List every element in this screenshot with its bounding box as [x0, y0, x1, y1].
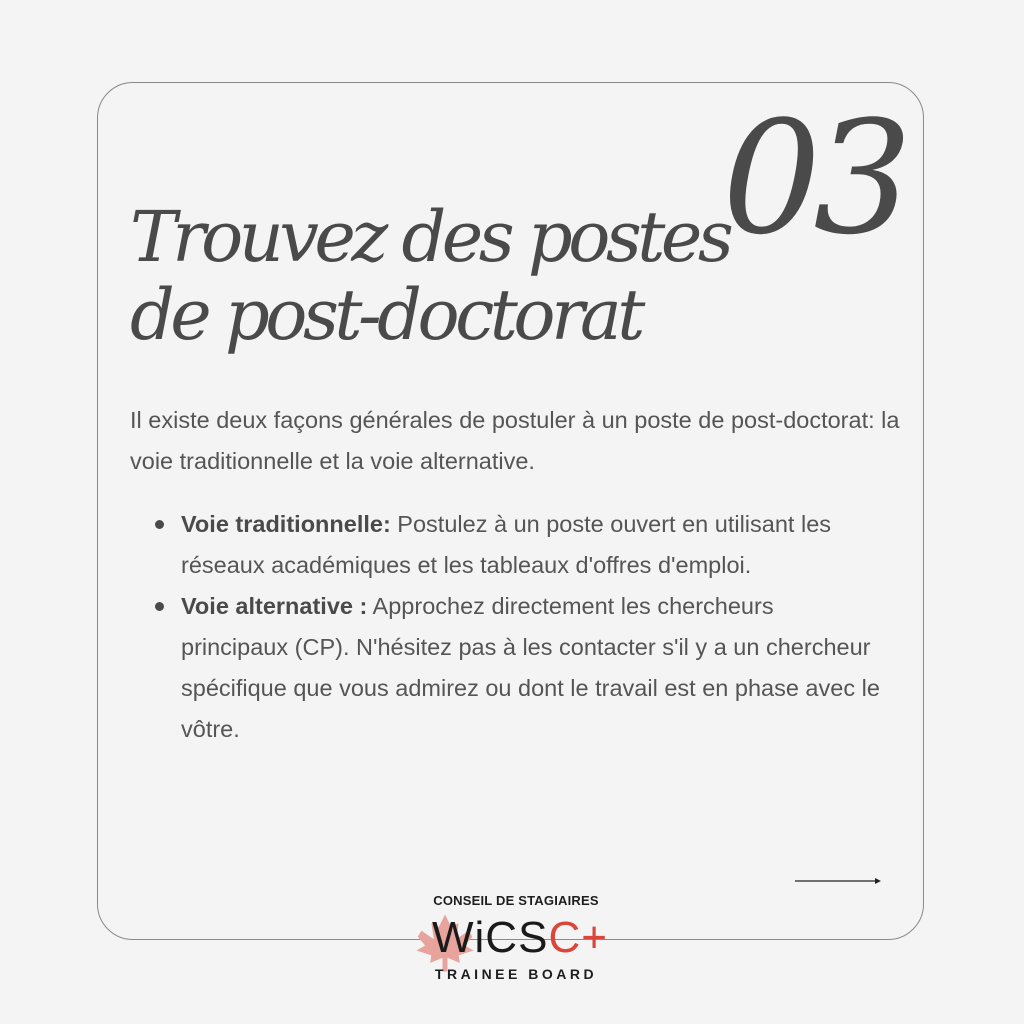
title-line-2: de post-doctorat	[130, 274, 641, 356]
list-item	[181, 504, 881, 586]
bullet-text: Approchez directement les chercheurs principaux (CP). N'hésitez pas à les contacter s'il y a un chercheur spécifique que vous admirez ou dont le travail est en phase avec le vôtre.	[181, 593, 880, 742]
bullet-icon	[155, 602, 164, 611]
logo-wordmark-accent: C+	[548, 913, 608, 962]
title-line-1: Trouvez des postes	[130, 196, 730, 278]
arrow-right-icon[interactable]	[795, 875, 883, 887]
logo-bottom-text: TRAINEE BOARD	[434, 966, 598, 982]
bullet-label: Voie traditionnelle:	[181, 511, 391, 537]
logo-wordmark-main: WiCS	[432, 913, 549, 962]
list-item	[181, 586, 881, 750]
bullet-icon	[155, 520, 164, 529]
bullet-text: Postulez à un poste ouvert en utilisant les réseaux académiques et les tableaux d'offres d'emploi.	[181, 511, 832, 578]
intro-paragraph: Il existe deux façons générales de postuler à un poste de post-doctorat: la voie traditionnelle et la voie alternative.	[130, 407, 900, 474]
bullet-label: Voie alternative :	[181, 593, 368, 619]
logo-wordmark	[432, 912, 608, 964]
page-title	[130, 198, 730, 354]
slide-number: 03	[722, 87, 905, 269]
bullet-list	[181, 504, 881, 750]
logo-top-text: CONSEIL DE STAGIAIRES	[433, 893, 599, 908]
